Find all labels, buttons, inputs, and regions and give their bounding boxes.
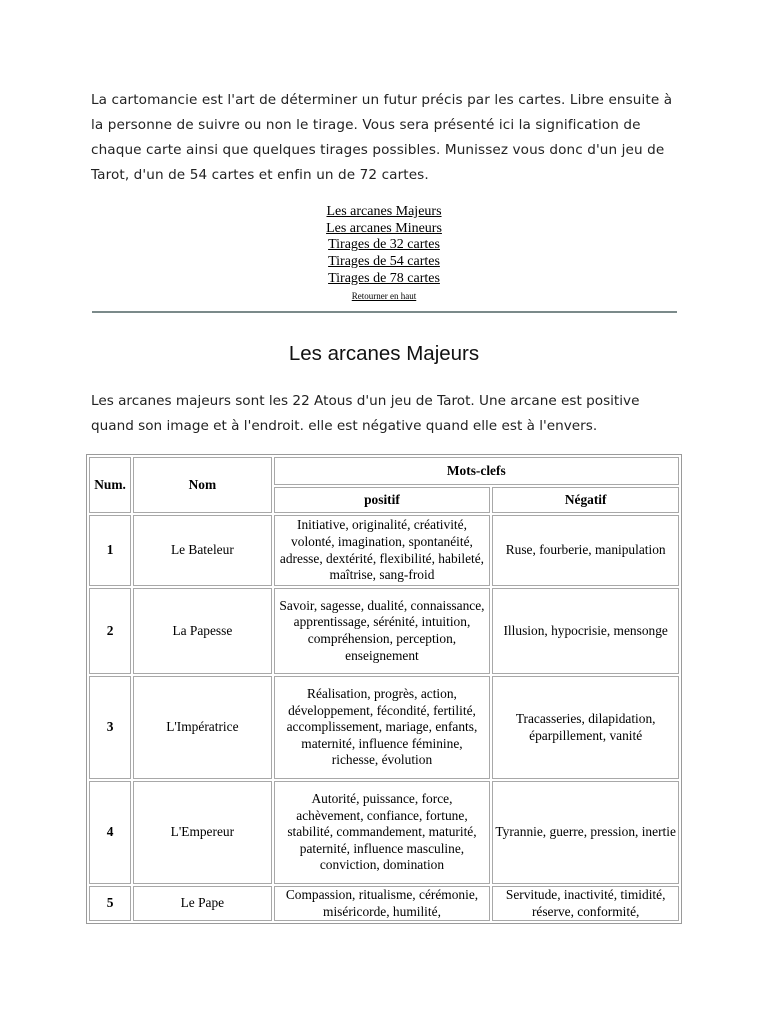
table-row <box>89 515 679 586</box>
intro-paragraph: La cartomancie est l'art de déterminer un futur précis par les cartes. Libre ensuite à la personne de suivre ou non le tirage. Vous sera présenté ici la signification de chaque carte ainsi que quelques tirages possibles. Munissez vous donc d'un jeu de Tarot, d'un de 54 cartes et enfin un de 72 cartes. <box>91 92 673 183</box>
row-negatif: Ruse, fourberie, manipulation <box>492 515 679 586</box>
toc-link-arcanes-mineurs[interactable]: Les arcanes Mineurs <box>326 220 442 236</box>
table-row <box>89 588 679 674</box>
arcanes-table <box>86 454 682 924</box>
row-positif: Réalisation, progrès, action, développement, fécondité, fertilité, accomplissement, mariage, enfants, maternité, influence féminine, richesse, évolution <box>274 676 491 779</box>
horizontal-divider <box>92 311 677 313</box>
toc-link-tirages-32[interactable]: Tirages de 32 cartes <box>328 237 440 253</box>
row-nom: L'Impératrice <box>133 676 271 779</box>
header-num: Num. <box>89 457 131 513</box>
header-positif: positif <box>274 487 491 513</box>
table-row <box>89 886 679 921</box>
header-nom: Nom <box>133 457 271 513</box>
row-positif: Savoir, sagesse, dualité, connaissance, apprentissage, sérénité, intuition, compréhension, perception, enseignement <box>274 588 491 674</box>
row-positif: Compassion, ritualisme, cérémonie, miséricorde, humilité, <box>285 887 479 919</box>
row-num: 3 <box>89 676 131 779</box>
toc-link-arcanes-majeurs[interactable]: Les arcanes Majeurs <box>326 204 442 219</box>
header-mots-clefs: Mots-clefs <box>274 457 679 485</box>
row-positif: Initiative, originalité, créativité, volonté, imagination, spontanéité, adresse, dextérité, flexibilité, habileté, maîtrise, sang-froid <box>274 515 491 586</box>
row-num: 2 <box>89 588 131 674</box>
row-negatif: Servitude, inactivité, timidité, réserve, conformité, <box>505 887 666 919</box>
row-negatif: Tracasseries, dilapidation, éparpillement, vanité <box>492 676 679 779</box>
row-nom: Le Pape <box>133 886 271 921</box>
section-title: Les arcanes Majeurs <box>288 342 480 365</box>
table-row <box>89 781 679 884</box>
toc-link-tirages-78[interactable]: Tirages de 78 cartes <box>328 270 440 286</box>
row-num: 5 <box>89 886 131 921</box>
row-nom: Le Bateleur <box>133 515 271 586</box>
row-positif: Autorité, puissance, force, achèvement, confiance, fortune, stabilité, commandement, maturité, paternité, influence masculine, conviction, domination <box>274 781 491 884</box>
row-num: 1 <box>89 515 131 586</box>
row-nom: La Papesse <box>133 588 271 674</box>
row-positif-cell <box>274 886 491 921</box>
table-header-row <box>89 457 679 485</box>
row-negatif: Tyrannie, guerre, pression, inertie <box>492 781 679 884</box>
header-negatif: Négatif <box>492 487 679 513</box>
back-to-top-link[interactable]: Retourner en haut <box>351 290 417 301</box>
row-negatif-cell <box>492 886 679 921</box>
section-description: Les arcanes majeurs sont les 22 Atous d'un jeu de Tarot. Une arcane est positive quand son image et à l'endroit. elle est négative quand elle est à l'envers. <box>91 393 640 434</box>
toc-link-tirages-54[interactable]: Tirages de 54 cartes <box>328 254 440 270</box>
row-negatif: Illusion, hypocrisie, mensonge <box>492 588 679 674</box>
table-of-contents <box>0 204 768 304</box>
table-row <box>89 676 679 779</box>
row-nom: L'Empereur <box>133 781 271 884</box>
row-num: 4 <box>89 781 131 884</box>
